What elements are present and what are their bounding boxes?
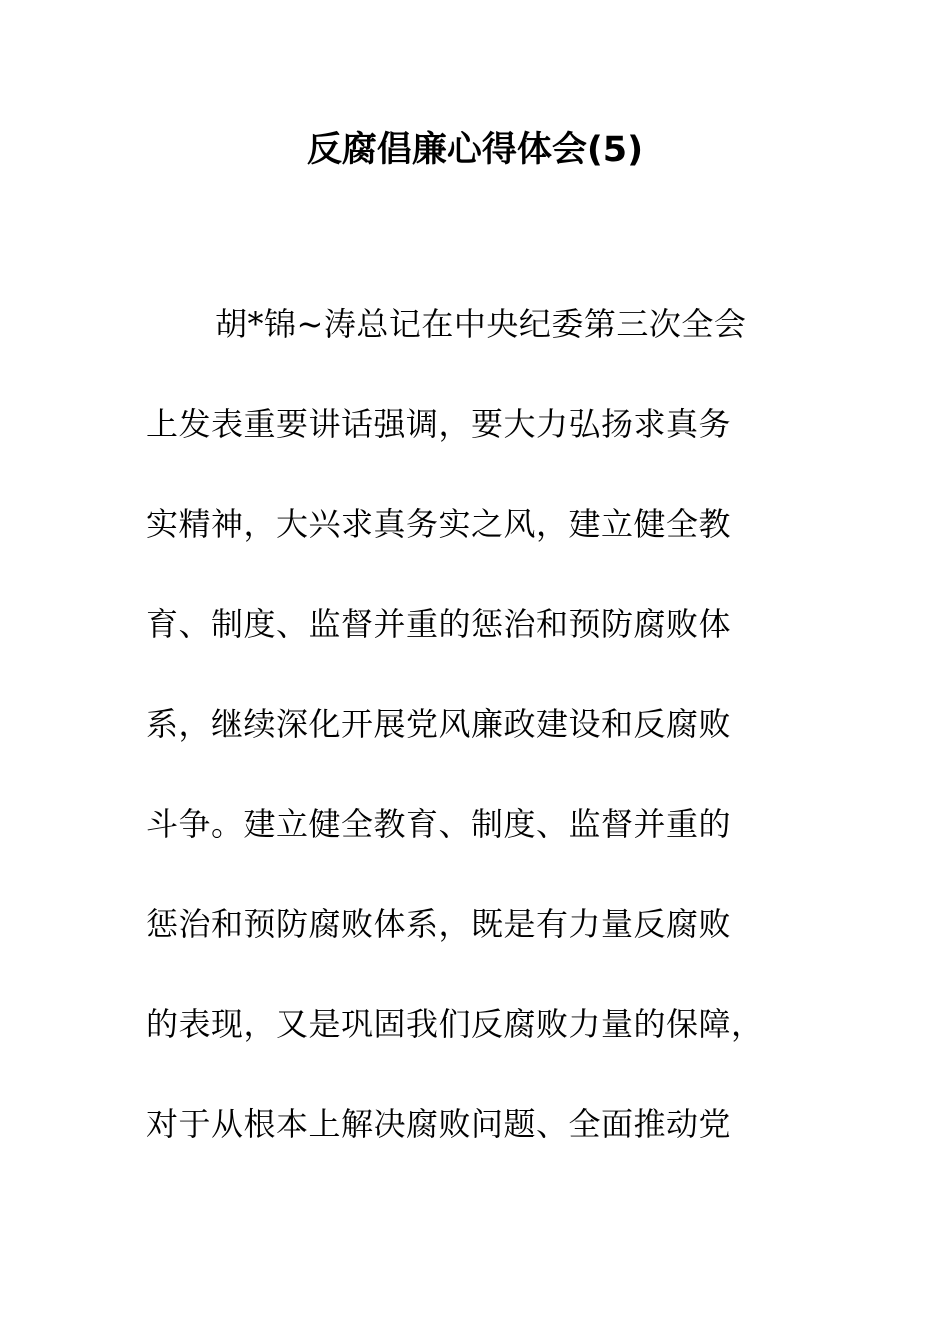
paragraph-line-9: 对于从根本上解决腐败问题、全面推动党: [146, 1105, 732, 1143]
paragraph-line-7: 惩治和预防腐败体系，既是有力量反腐败: [146, 905, 732, 943]
paragraph-line-6: 斗争。建立健全教育、制度、监督并重的: [146, 805, 732, 843]
paragraph-line-1: 胡*锦~涛总记在中央纪委第三次全会: [215, 305, 747, 343]
paragraph-line-3: 实精神，大兴求真务实之风，建立健全教: [146, 505, 732, 543]
paragraph-line-4: 育、制度、监督并重的惩治和预防腐败体: [146, 605, 732, 643]
paragraph-line-2: 上发表重要讲话强调，要大力弘扬求真务: [146, 405, 732, 443]
document-title: 反腐倡廉心得体会(5): [306, 130, 644, 170]
paragraph-line-5: 系，继续深化开展党风廉政建设和反腐败: [146, 705, 732, 743]
paragraph-line-8: 的表现，又是巩固我们反腐败力量的保障，: [146, 1005, 764, 1043]
